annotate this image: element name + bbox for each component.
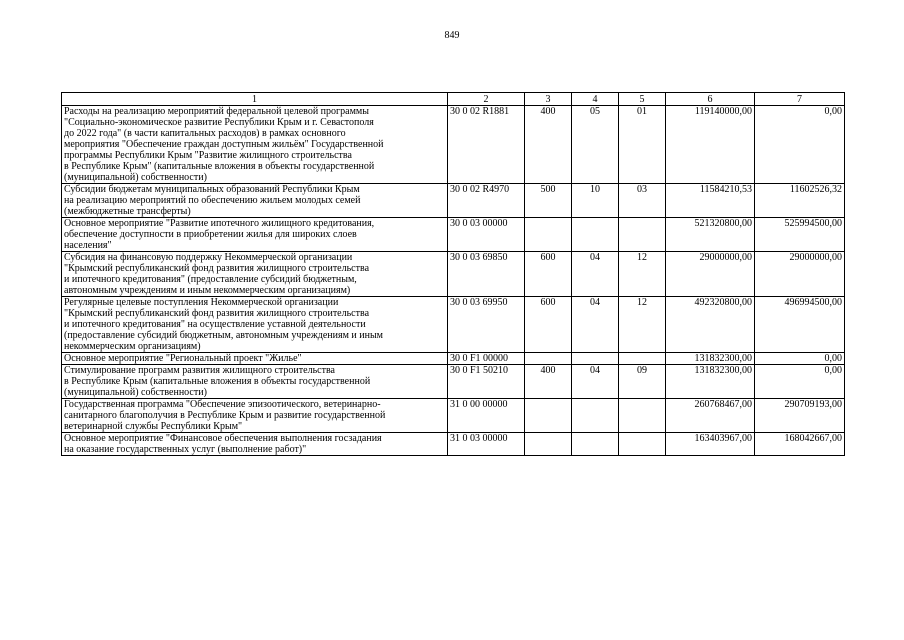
header-cell: 7	[755, 93, 845, 106]
table-row	[62, 218, 845, 252]
row-value7-cell: 0,00	[755, 106, 845, 184]
row-value6-cell: 163403967,00	[666, 433, 755, 456]
row-code-cell: 31 0 00 00000	[448, 399, 525, 433]
table-row	[62, 399, 845, 433]
row-col5-cell: 03	[619, 184, 666, 218]
table-row	[62, 252, 845, 297]
row-value6-cell: 521320800,00	[666, 218, 755, 252]
row-name-cell: Регулярные целевые поступления Некоммерческой организации "Крымский республиканский фонд развития жилищного строительства и ипотечного кредитования" на осуществление уставной деятельности (предоставление субсидий бюджетным, автономным учреждениям и иным некоммерческим организациям)	[62, 297, 448, 353]
header-cell: 1	[62, 93, 448, 106]
row-col3-cell: 600	[525, 252, 572, 297]
row-value6-cell: 11584210,53	[666, 184, 755, 218]
row-col3-cell: 400	[525, 106, 572, 184]
row-value7-cell: 168042667,00	[755, 433, 845, 456]
table-row	[62, 433, 845, 456]
row-col5-cell: 01	[619, 106, 666, 184]
row-col3-cell	[525, 433, 572, 456]
table-row	[62, 365, 845, 399]
row-value7-cell: 496994500,00	[755, 297, 845, 353]
row-name-cell: Государственная программа "Обеспечение эпизоотического, ветеринарно- санитарного благополучия в Республике Крым и развитие государственной ветеринарной службы Республики Крым"	[62, 399, 448, 433]
row-value6-cell: 119140000,00	[666, 106, 755, 184]
row-value6-cell: 131832300,00	[666, 353, 755, 365]
table-row	[62, 184, 845, 218]
row-value7-cell: 290709193,00	[755, 399, 845, 433]
row-col3-cell	[525, 353, 572, 365]
row-name-cell: Основное мероприятие "Развитие ипотечного жилищного кредитования, обеспечение доступности в приобретении жилья для широких слоев населения"	[62, 218, 448, 252]
row-name-cell: Основное мероприятие "Финансовое обеспечения выполнения госзадания на оказание государственных услуг (выполнение работ)"	[62, 433, 448, 456]
row-code-cell: 30 0 03 69950	[448, 297, 525, 353]
row-col5-cell: 12	[619, 252, 666, 297]
header-cell: 4	[572, 93, 619, 106]
row-col3-cell	[525, 218, 572, 252]
row-col5-cell	[619, 399, 666, 433]
header-cell: 5	[619, 93, 666, 106]
row-value7-cell: 0,00	[755, 365, 845, 399]
row-value7-cell: 525994500,00	[755, 218, 845, 252]
row-col5-cell	[619, 218, 666, 252]
table-row	[62, 297, 845, 353]
row-name-cell: Субсидии бюджетам муниципальных образований Республики Крым на реализацию мероприятий по обеспечению жильем молодых семей (межбюджетные трансферты)	[62, 184, 448, 218]
row-value6-cell: 492320800,00	[666, 297, 755, 353]
row-code-cell: 30 0 F1 00000	[448, 353, 525, 365]
row-col3-cell: 400	[525, 365, 572, 399]
row-name-cell: Основное мероприятие "Региональный проект "Жилье"	[62, 353, 448, 365]
row-code-cell: 30 0 F1 50210	[448, 365, 525, 399]
row-name-cell: Субсидия на финансовую поддержку Некоммерческой организации "Крымский республиканский фонд развития жилищного строительства и ипотечного кредитования" (предоставление субсидий бюджетным, автономным учреждениям и иным некоммерческим организациям)	[62, 252, 448, 297]
row-col5-cell: 12	[619, 297, 666, 353]
row-col4-cell: 05	[572, 106, 619, 184]
row-code-cell: 30 0 03 69850	[448, 252, 525, 297]
row-col4-cell: 04	[572, 252, 619, 297]
budget-table	[61, 92, 845, 456]
header-cell: 3	[525, 93, 572, 106]
row-col4-cell	[572, 399, 619, 433]
row-col5-cell: 09	[619, 365, 666, 399]
row-code-cell: 31 0 03 00000	[448, 433, 525, 456]
table-row	[62, 353, 845, 365]
row-col5-cell	[619, 433, 666, 456]
row-col3-cell	[525, 399, 572, 433]
row-value7-cell: 29000000,00	[755, 252, 845, 297]
row-col4-cell	[572, 353, 619, 365]
row-col3-cell: 500	[525, 184, 572, 218]
row-value7-cell: 0,00	[755, 353, 845, 365]
row-col5-cell	[619, 353, 666, 365]
row-col4-cell	[572, 433, 619, 456]
row-name-cell: Расходы на реализацию мероприятий федеральной целевой программы "Социально-экономическое развитие Республики Крым и г. Севастополя до 2022 года" (в части капитальных расходов) в рамках основного мероприятия "Обеспечение граждан доступным жильём" Государственной программы Республики Крым "Развитие жилищного строительства в Республике Крым" (капитальные вложения в объекты государственной (муниципальной) собственности)	[62, 106, 448, 184]
row-col3-cell: 600	[525, 297, 572, 353]
row-col4-cell: 04	[572, 365, 619, 399]
header-row	[62, 93, 845, 106]
row-col4-cell: 10	[572, 184, 619, 218]
header-cell: 6	[666, 93, 755, 106]
row-value7-cell: 11602526,32	[755, 184, 845, 218]
header-cell: 2	[448, 93, 525, 106]
row-col4-cell	[572, 218, 619, 252]
row-code-cell: 30 0 02 R1881	[448, 106, 525, 184]
row-value6-cell: 131832300,00	[666, 365, 755, 399]
page-number: 849	[444, 30, 460, 41]
table-row	[62, 106, 845, 184]
row-name-cell: Стимулирование программ развития жилищного строительства в Республике Крым (капитальные вложения в объекты государственной (муниципальной) собственности)	[62, 365, 448, 399]
row-col4-cell: 04	[572, 297, 619, 353]
row-value6-cell: 29000000,00	[666, 252, 755, 297]
row-code-cell: 30 0 02 R4970	[448, 184, 525, 218]
row-code-cell: 30 0 03 00000	[448, 218, 525, 252]
row-value6-cell: 260768467,00	[666, 399, 755, 433]
